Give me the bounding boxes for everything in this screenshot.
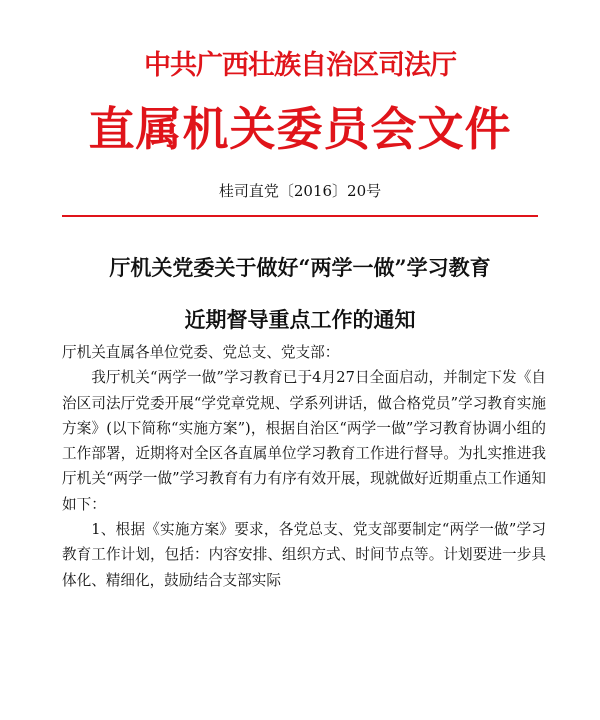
document-title: 直属机关委员会文件: [88, 102, 512, 156]
body-paragraph-2: 1、根据《实施方案》要求，各党总支、党支部要制定“两学一做”学习教育工作计划，包括：内容安排、组织方式、时间节点等。计划要进一步具体化、精细化，鼓励结合支部实际: [62, 521, 546, 589]
red-divider-line: [62, 215, 538, 217]
salutation: 厅机关直属各单位党委、党总支、党支部：: [62, 344, 340, 361]
document-number: 桂司直党〔2016〕20号: [218, 182, 382, 200]
body-paragraph-1: 我厅机关“两学一做”学习教育已于4月27日全面启动，并制定下发《自治区司法厅党委开展“学党章党规、学系列讲话，做合格党员”学习教育实施方案》(以下简称“实施方案”)，根据自治区“两学一做”学习教育协调小组的工作部署，近期将对全区各直属单位学习教育工作进行督导。为扎实推进我厅机关“两学一做”学习教育有力有序有效开展，现就做好近期重点工作通知如下：: [62, 369, 546, 513]
issuing-organization: 中共广西壮族自治区司法厅: [144, 50, 456, 81]
notice-title-line-2: 近期督导重点工作的通知: [184, 307, 416, 332]
document-body: [62, 340, 546, 593]
notice-title-line-1: 厅机关党委关于做好“两学一做”学习教育: [109, 255, 491, 280]
